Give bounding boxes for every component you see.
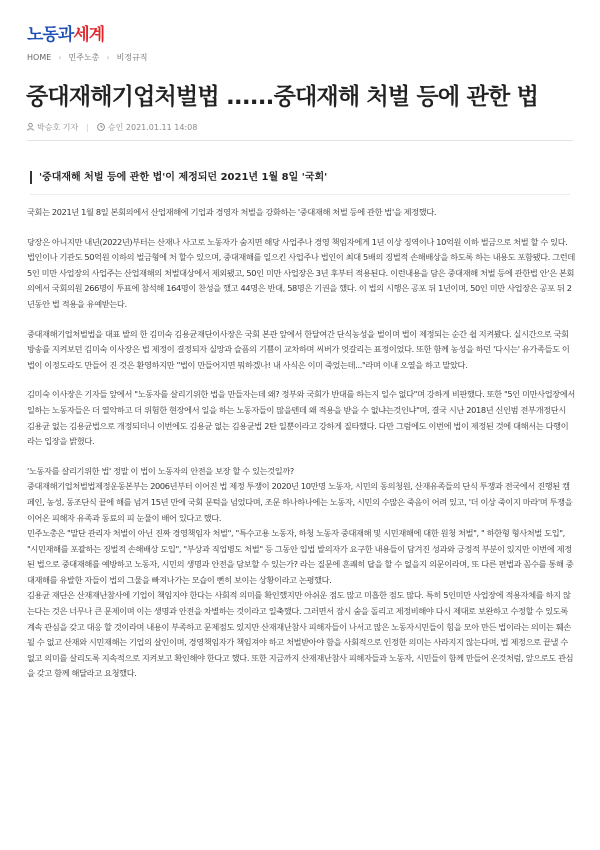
article-paragraph: 국회는 2021년 1월 8일 본회의에서 산업재해에 기업과 경영자 처벌을 강화하는 '중대재해 처벌 등에 관한 법'을 제정했다. xyxy=(27,207,437,217)
article-body xyxy=(27,205,575,682)
article-author: 박승호 기자 xyxy=(37,123,79,132)
user-icon xyxy=(27,123,34,133)
subtitle-divider xyxy=(30,194,570,195)
article-title: 중대재해기업처벌법 ......중대재해 처벌 등에 관한 법 xyxy=(26,84,539,110)
clock-icon xyxy=(97,123,105,133)
breadcrumb xyxy=(27,52,148,63)
header-divider xyxy=(27,140,573,141)
article-paragraph: 민주노총은 "말단 관리자 처벌이 아닌 진짜 경영책임자 처벌", "특수고용 노동자, 하청 노동자 중대재해 및 시민재해에 대한 원청 처벌", " 하한형 형사처벌 도입", "시민재해를 포괄하는 징벌적 손해배상 도입", "부상과 직업병도 처벌" 등 그동안 입법 발의자가 요구한 내용들이 담겨진 성과와 긍정적 부분이 있지만 이번에 제정된 법으로 중대재해를 예방하고 노동자, 시민의 생명과 안전을 담보할 수 있는가? 라는 질문에 흔쾌히 답을 할 수 없을지 의문이라며, 또 다른 편법과 꼼수를 통해 중대재해를 유발한 자들이 법의 그물을 빠져나가는 모습이 뻔히 보이는 상황이라고 논평했다. xyxy=(27,528,574,585)
article-paragraph: 김용균 재단은 산재재난참사에 기업이 책임지야 한다는 사회적 의미를 확인했지만 아쉬운 점도 많고 미흡한 점도 많다. 특히 5인미만 사업장에 적용자체를 하지 않는다는 것은 너무나 큰 문제이며 이는 생명과 안전을 차별하는 것이라고 일축했다. 그러면서 잠시 숨을 돌리고 제정비해야 다시 제대로 보완하고 수정할 수 있도록 계속 관심을 갖고 대응 할 것이라며 내용이 부족하고 문제점도 있지만 산재재난참사 피해자들이 나서고 많은 노동자시민들이 힘을 모아 만든 법이라는 의미는 훼손될 수 없고 산재와 시민재해는 기업의 살인이며, 경영책임자가 책임져야 하고 처벌받아야 함을 사회적으로 인정한 의미는 사라지지 않는다며, 법 제정으로 끝낼 수 없고 의미를 살리도록 지속적으로 지켜보고 확인해야 한다고 했다. 또한 지금까지 산재재난참사 피해자들과 노동자, 시민들이 함께 만들어 온것처럼, 앞으로도 관심을 갖고 함께 해달라고 요청했다. xyxy=(27,590,574,679)
article-meta xyxy=(27,122,197,133)
breadcrumb-home[interactable]: HOME xyxy=(27,53,52,62)
chevron-right-icon: › xyxy=(58,53,62,62)
article-paragraph: 중대재해기업처벌법을 대표 발의 한 김미숙 김용균재단이사장은 국회 본관 앞에서 한달여간 단식농성을 벌이며 법이 제정되는 순간 쉽 지켜봤다. 실시간으로 국회방송를 지켜보던 김미숙 이사장은 법 제정이 결정되자 실망과 슬픔의 기쁨이 교차하며 씨버가 엇갈리는 표정이었다. 또한 함께 농성을 하던 '다시는' 유가족들도 이 법이 이정도라도 만들어 진 것은 환영하지만 "법이 만들어지면 뭐하겠나! 내 사식은 이미 죽었는데..."라며 이내 오열을 하고 말았다. xyxy=(27,328,570,370)
article-paragraph: 김미숙 이사장은 기자들 앞에서 "노동자를 살리기위한 법을 만들자는데 왜? 정부와 국회가 반대를 하는지 일수 없다"며 강하게 비판했다. 또한 "5인 미만사업장에서 일하는 노동자들은 더 열악하고 더 위험한 현장에서 일을 하는 노동자들이 많을텐데 왜 적용을 받을 수 없냐는것인냐"며, 결국 시난 2018년 신인범 전부개정단시 김용균 없는 김용균법으로 개정되더니 이번에도 김용균 없는 김용균법 2탄 일뿐이라고 강하게 질타했다. 다만 그럼에도 이번에 법이 제정된 것에 대해서는 다행이라는 입장을 밝혔다. xyxy=(27,389,575,447)
site-logo[interactable] xyxy=(27,20,104,45)
article-paragraph: 당장은 아니지만 내년(2022년)부터는 산재나 사고로 노동자가 숨지면 해당 사업주나 경영 책임자에게 1년 이상 징역이나 10억원 이하 벌금으로 처벌 할 수 있다. 법인이나 기관도 50억원 이하의 벌금형에 처 할수 있으며, 중대재해를 일으킨 사업주나 법인이 최대 5배의 징벌적 손해배상을 하도록 하는 내용도 포함됐다. 그런데 5인 미만 사업장의 사업주는 산업재해의 처벌대상에서 제외됐고, 50인 미만 사업장은 3년 후부터 적용된다. 이런내용을 담은 중대재해 처벌 등에 관한법 안'은 본회의에서 국회의원 266명이 투표에 참석해 164명이 찬성을 했고 44명은 반대, 58명은 기권을 했다. 이 법의 시행은 공포 뒤 1년이며, 50인 미만 사업장은 공포 뒤 2년동안 법 적용을 유예받는다. xyxy=(27,236,575,309)
breadcrumb-category-2[interactable]: 비정규직 xyxy=(116,53,148,62)
breadcrumb-category-1[interactable]: 민주노총 xyxy=(68,53,100,62)
article-paragraph: '노동자를 살리기위한 법' 정말 이 법이 노동자의 안전을 보장 할 수 있는것일까? xyxy=(27,465,294,476)
chevron-right-icon: › xyxy=(106,53,110,62)
article-subtitle: '중대재해 처벌 등에 관한 법'이 제정되던 2021년 1월 8일 '국회' xyxy=(30,171,327,184)
logo-accent: 세계 xyxy=(73,25,105,45)
meta-divider: | xyxy=(86,123,89,132)
logo-main: 노동과 xyxy=(27,25,74,45)
article-paragraph: 중대재해기업처벌법제정운동본부는 2006년부터 이어진 법 제정 투쟁이 2020년 10만명 노동자, 시민의 동의청원, 산재유족들의 단식 투쟁과 전국에서 진행된 캠페인, 농성, 동조단식 끝에 해를 넘겨 15년 만에 국회 문턱을 넘었다며, 조문 하나하나에는 노동자, 시민의 수많은 죽음이 어려 있고, '더 이상 죽이지 마라'며 투쟁을 이어온 피해자 유족과 동료의 피 눈물이 배어 있다고 했다. xyxy=(27,481,573,523)
article-date: 승인 2021.01.11 14:08 xyxy=(107,123,198,132)
